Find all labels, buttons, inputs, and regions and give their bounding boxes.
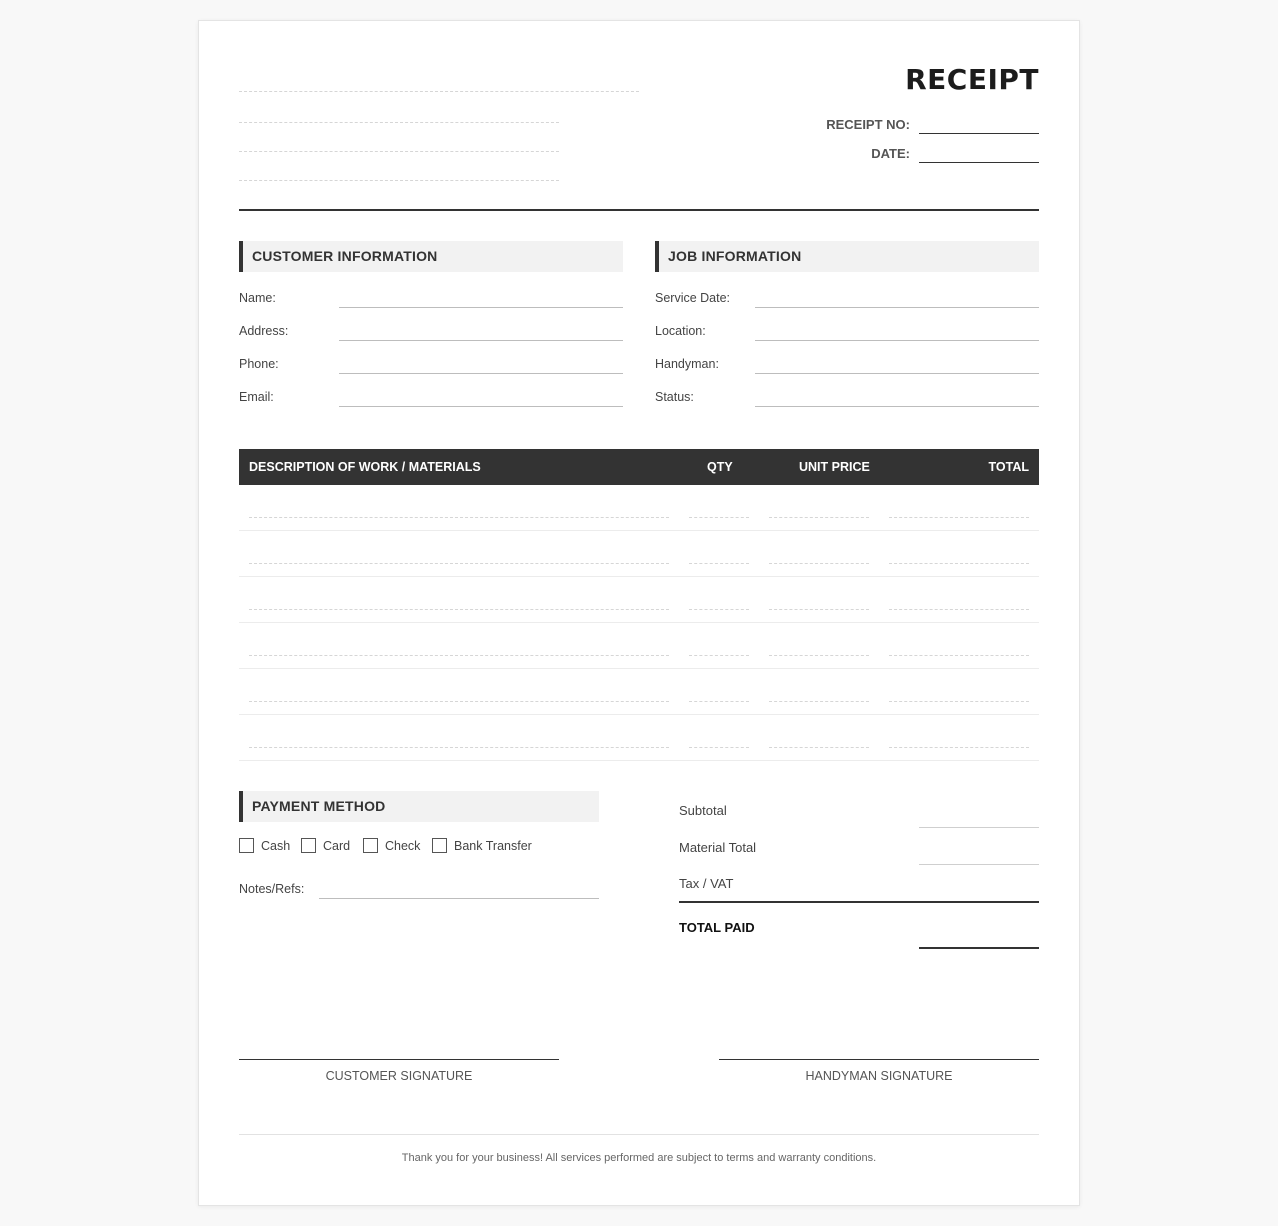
- business-contact-line[interactable]: [239, 180, 559, 181]
- row-6-total-cell[interactable]: [889, 747, 1029, 748]
- row-6-description-cell[interactable]: [249, 747, 669, 748]
- location-field[interactable]: [755, 340, 1039, 341]
- row-2-total-cell[interactable]: [889, 563, 1029, 564]
- notes-field[interactable]: [319, 898, 599, 899]
- business-city-line[interactable]: [239, 151, 559, 152]
- row-4-description-cell[interactable]: [249, 655, 669, 656]
- row-1-total-cell[interactable]: [889, 517, 1029, 518]
- bank-transfer-checkbox[interactable]: [432, 838, 447, 853]
- business-address-line[interactable]: [239, 122, 559, 123]
- cash-label: Cash: [261, 839, 291, 853]
- total-paid-field[interactable]: [919, 947, 1039, 949]
- customer-email-field[interactable]: [339, 406, 623, 407]
- subtotal-field[interactable]: [919, 827, 1039, 828]
- row-6-qty-cell[interactable]: [689, 747, 749, 748]
- receipt-no-field[interactable]: [919, 133, 1039, 134]
- row-6-unit-price-cell[interactable]: [769, 747, 869, 748]
- customer-name-label: Name:: [239, 291, 276, 305]
- card-checkbox[interactable]: [301, 838, 316, 853]
- handyman-label: Handyman:: [655, 357, 719, 371]
- row-5-total-cell[interactable]: [889, 701, 1029, 702]
- date-label: DATE:: [871, 146, 910, 161]
- row-4-qty-cell[interactable]: [689, 655, 749, 656]
- row-2-qty-cell[interactable]: [689, 563, 749, 564]
- bank-transfer-label: Bank Transfer: [454, 839, 532, 853]
- payment-method-heading: PAYMENT METHOD: [239, 791, 599, 822]
- customer-phone-label: Phone:: [239, 357, 279, 371]
- row-5-description-cell[interactable]: [249, 701, 669, 702]
- customer-info-heading: CUSTOMER INFORMATION: [239, 241, 623, 272]
- table-row: [239, 622, 1039, 623]
- customer-signature-line[interactable]: [239, 1059, 559, 1060]
- status-field[interactable]: [755, 406, 1039, 407]
- row-1-unit-price-cell[interactable]: [769, 517, 869, 518]
- table-row: [239, 530, 1039, 531]
- service-date-label: Service Date:: [655, 291, 731, 305]
- footer-divider: [239, 1134, 1039, 1135]
- receipt-title: RECEIPT: [905, 63, 1039, 96]
- row-2-unit-price-cell[interactable]: [769, 563, 869, 564]
- receipt-page: [198, 20, 1080, 1206]
- footer-note: Thank you for your business! All services performed are subject to terms and warranty conditions.: [401, 1152, 877, 1164]
- customer-address-label: Address:: [239, 324, 289, 338]
- customer-phone-field[interactable]: [339, 373, 623, 374]
- check-checkbox[interactable]: [363, 838, 378, 853]
- column-unit-price: UNIT PRICE: [799, 460, 870, 474]
- handyman-signature-label: HANDYMAN SIGNATURE: [805, 1069, 953, 1083]
- notes-label: Notes/Refs:: [239, 882, 305, 896]
- row-4-total-cell[interactable]: [889, 655, 1029, 656]
- total-paid-label: TOTAL PAID: [679, 920, 755, 935]
- business-name-line[interactable]: [239, 91, 639, 92]
- material-total-label: Material Total: [679, 840, 757, 855]
- card-label: Card: [323, 839, 351, 853]
- handyman-field[interactable]: [755, 373, 1039, 374]
- subtotal-label: Subtotal: [679, 803, 727, 818]
- table-row: [239, 668, 1039, 669]
- row-3-total-cell[interactable]: [889, 609, 1029, 610]
- row-3-description-cell[interactable]: [249, 609, 669, 610]
- status-label: Status:: [655, 390, 694, 404]
- customer-signature-label: CUSTOMER SIGNATURE: [325, 1069, 473, 1083]
- cash-checkbox[interactable]: [239, 838, 254, 853]
- row-1-qty-cell[interactable]: [689, 517, 749, 518]
- table-row: [239, 714, 1039, 715]
- location-label: Location:: [655, 324, 706, 338]
- check-label: Check: [385, 839, 421, 853]
- column-qty: QTY: [707, 460, 733, 474]
- receipt-no-label: RECEIPT NO:: [826, 117, 910, 132]
- handyman-signature-line[interactable]: [719, 1059, 1039, 1060]
- job-info-heading: JOB INFORMATION: [655, 241, 1039, 272]
- customer-address-field[interactable]: [339, 340, 623, 341]
- header-divider: [239, 209, 1039, 211]
- items-table-header: [239, 449, 1039, 485]
- row-4-unit-price-cell[interactable]: [769, 655, 869, 656]
- row-5-unit-price-cell[interactable]: [769, 701, 869, 702]
- customer-name-field[interactable]: [339, 307, 623, 308]
- column-description: DESCRIPTION OF WORK / MATERIALS: [249, 460, 481, 474]
- row-5-qty-cell[interactable]: [689, 701, 749, 702]
- tax-label: Tax / VAT: [679, 876, 734, 891]
- material-total-field[interactable]: [919, 864, 1039, 865]
- row-3-unit-price-cell[interactable]: [769, 609, 869, 610]
- date-field[interactable]: [919, 162, 1039, 163]
- row-1-description-cell[interactable]: [249, 517, 669, 518]
- row-3-qty-cell[interactable]: [689, 609, 749, 610]
- row-2-description-cell[interactable]: [249, 563, 669, 564]
- customer-email-label: Email:: [239, 390, 274, 404]
- column-total: TOTAL: [988, 460, 1029, 474]
- table-row: [239, 576, 1039, 577]
- summary-divider: [679, 901, 1039, 903]
- service-date-field[interactable]: [755, 307, 1039, 308]
- table-row: [239, 760, 1039, 761]
